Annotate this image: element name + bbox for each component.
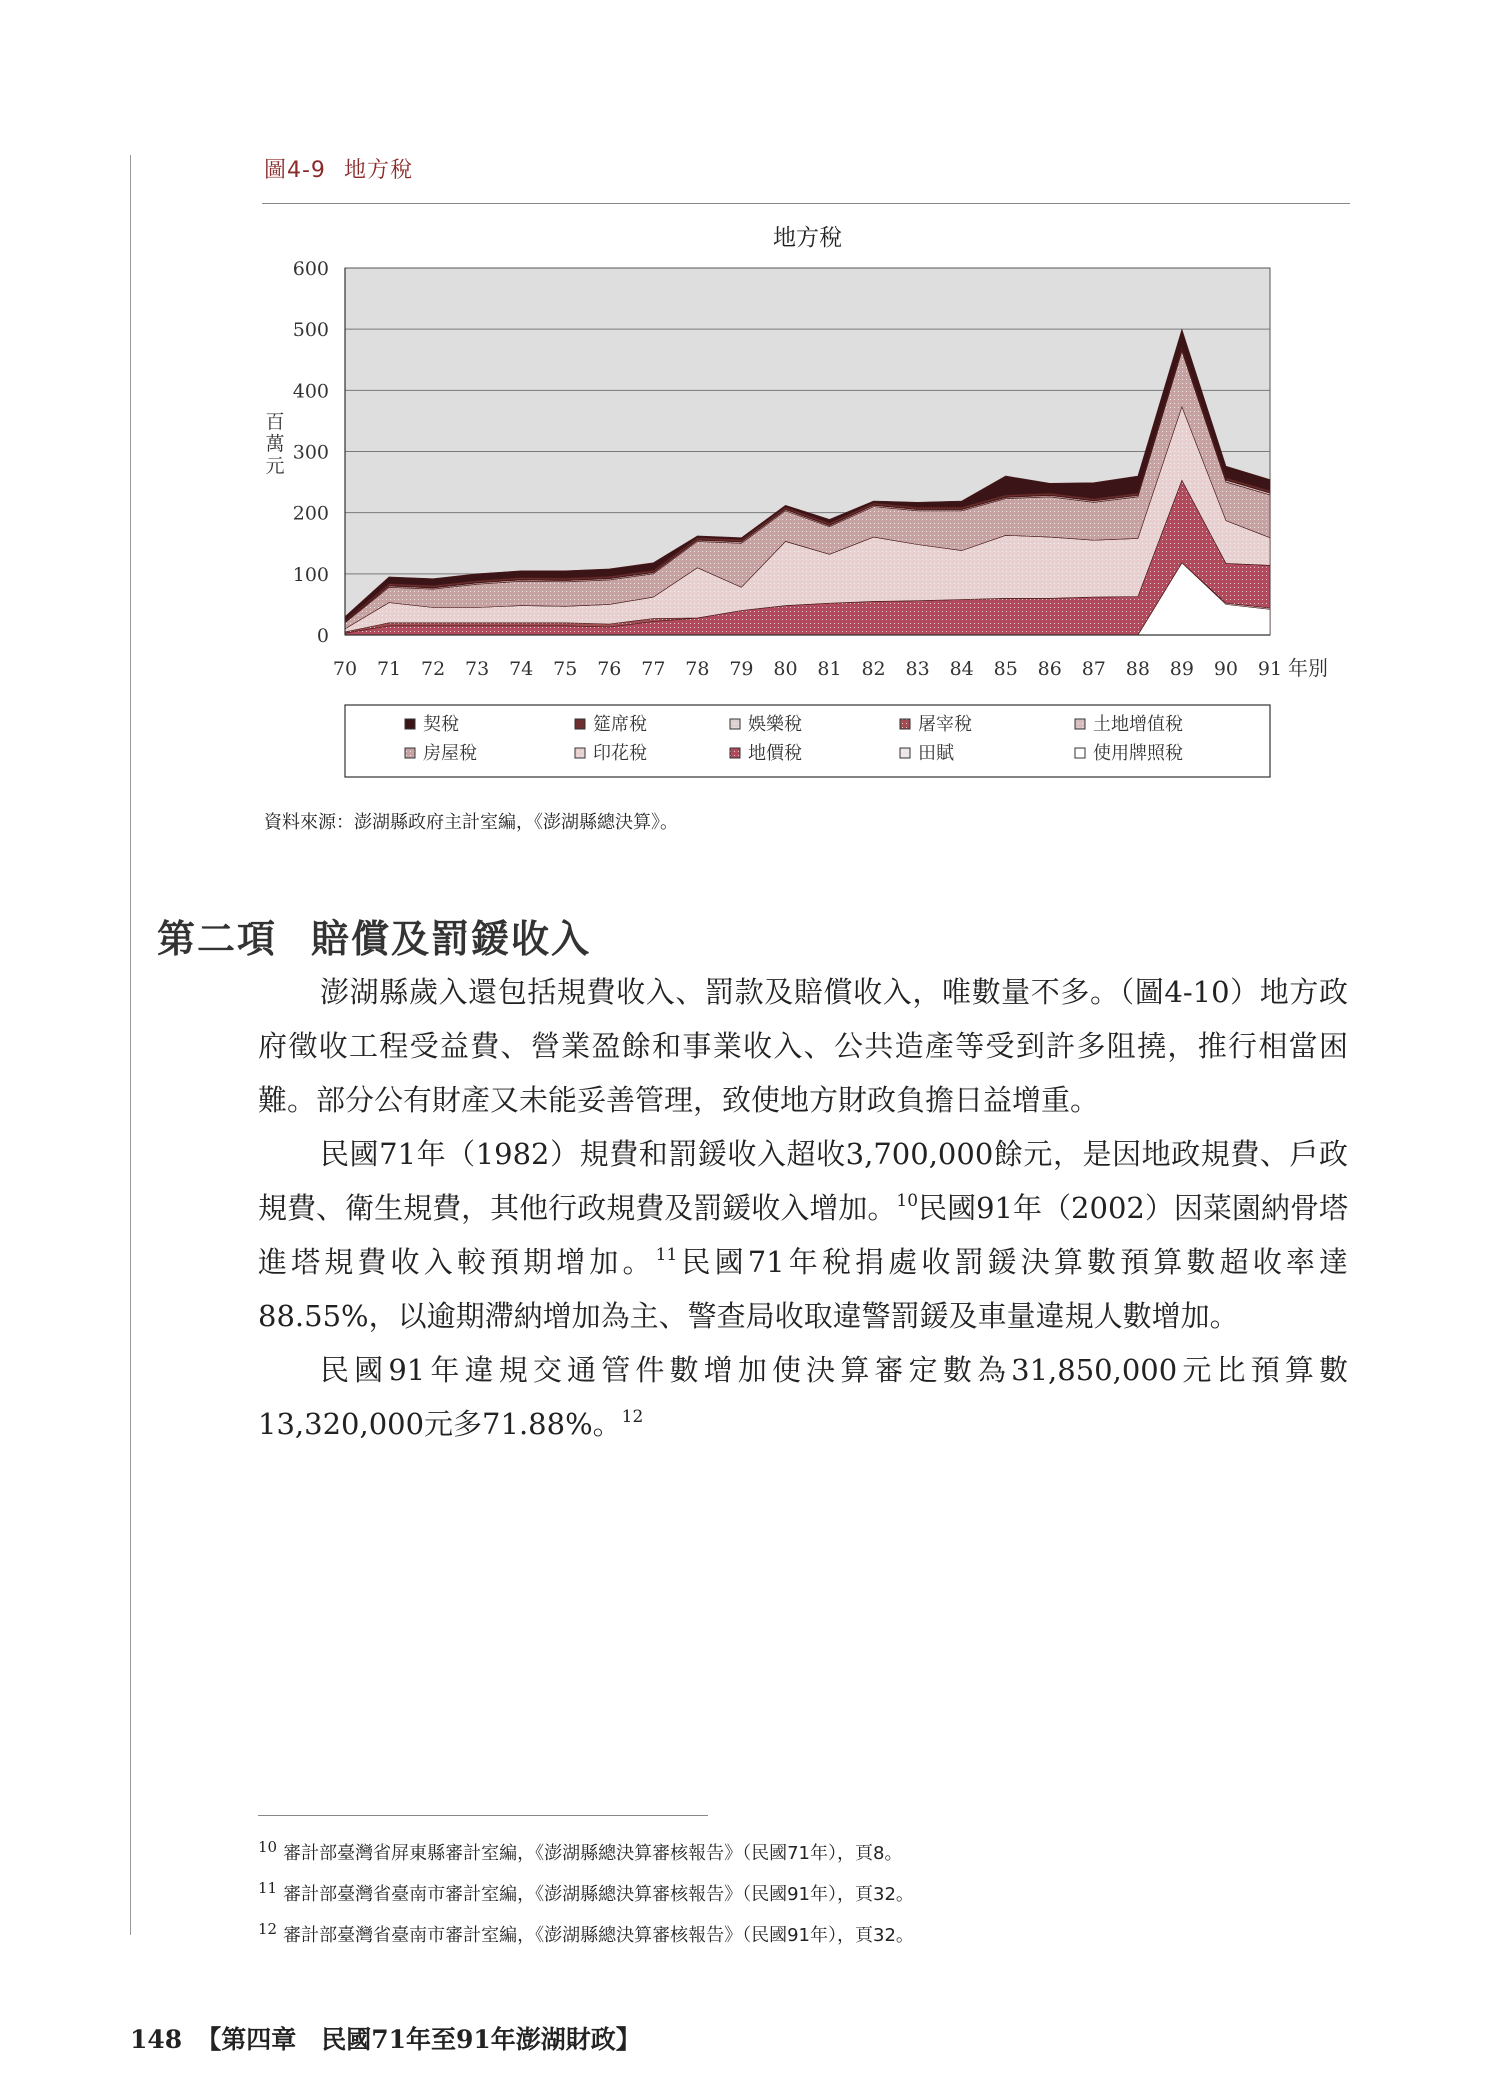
legend-swatch: [900, 719, 910, 729]
local-tax-chart: [250, 215, 1360, 800]
footnote-text: 審計部臺灣省臺南市審計室編，《澎湖縣總決算審核報告》（民國91年），頁32。: [283, 1884, 914, 1905]
y-axis-title: [265, 411, 284, 477]
legend-swatch: [730, 748, 740, 758]
paragraph-text: 民國71年（1982）規費和罰鍰收入超收3,700,000餘元，是因地政規費、戶政規費、衛生規費，其他行政規費及罰鍰收入增加。: [258, 1137, 1348, 1225]
y-tick-label: 0: [316, 625, 329, 647]
legend-swatch: [575, 748, 585, 758]
x-tick-label: 87: [1081, 658, 1106, 680]
page-footer: [130, 2020, 641, 2056]
section-title: 賠償及罰鍰收入: [311, 917, 592, 961]
legend-label: 土地增值稅: [1093, 714, 1183, 735]
x-tick-label: 70: [332, 658, 358, 680]
running-header: 【第四章 民國71年至91年澎湖財政】: [196, 2025, 641, 2054]
y-axis-title-char: 萬: [265, 433, 285, 455]
y-tick-label: 200: [292, 502, 329, 525]
y-tick-label: 300: [292, 441, 329, 464]
legend-swatch: [405, 719, 415, 729]
x-tick-label: 89: [1169, 658, 1194, 680]
legend-swatch: [405, 748, 415, 758]
legend-swatch: [1075, 719, 1085, 729]
footnote: [258, 1830, 914, 1871]
footnote-ref[interactable]: 10: [896, 1191, 919, 1211]
footnote: [258, 1912, 914, 1953]
body-text: [258, 965, 1348, 1451]
footnote-number: 12: [258, 1920, 278, 1938]
legend-label: 房屋稅: [423, 743, 477, 764]
x-tick-label: 82: [861, 658, 886, 680]
footnote: [258, 1871, 914, 1912]
y-tick-label: 100: [292, 563, 329, 586]
x-tick-label: 81: [817, 658, 842, 680]
page-number: 148: [130, 2025, 183, 2054]
x-axis-title: 年別: [1288, 656, 1328, 680]
x-tick-label: 77: [641, 658, 666, 680]
x-tick-label: 86: [1037, 658, 1062, 680]
footnote-rule: [258, 1815, 708, 1816]
x-tick-label: 71: [376, 658, 402, 680]
paragraph: [258, 1343, 1348, 1451]
legend-label: 屠宰稅: [918, 714, 972, 735]
x-tick-label: 72: [421, 658, 446, 680]
footnote-ref[interactable]: 12: [621, 1407, 644, 1427]
paragraph: [258, 1127, 1348, 1343]
x-tick-label: 90: [1213, 658, 1239, 680]
legend-label: 印花稅: [593, 743, 647, 764]
x-tick-label: 80: [773, 658, 798, 680]
x-tick-label: 78: [685, 658, 710, 680]
legend-swatch: [575, 719, 585, 729]
legend-label: 筵席稅: [593, 714, 647, 735]
footnote-text: 審計部臺灣省屏東縣審計室編，《澎湖縣總決算審核報告》（民國71年），頁8。: [283, 1843, 903, 1864]
x-tick-label: 85: [993, 658, 1018, 680]
footnote-number: 11: [258, 1879, 278, 1897]
legend-label: 契稅: [423, 714, 459, 735]
margin-rule: [130, 155, 131, 1935]
x-tick-label: 88: [1125, 658, 1150, 680]
x-tick-label: 74: [509, 658, 534, 680]
x-tick-label: 73: [465, 658, 490, 680]
legend-swatch: [1075, 748, 1085, 758]
figure-rule: [262, 203, 1350, 204]
section-number: 第二項: [157, 917, 278, 961]
paragraph-text: 澎湖縣歲入還包括規費收入、罰款及賠償收入，唯數量不多。（圖4-10）地方政府徵收工程受益費、營業盈餘和事業收入、公共造產等受到許多阻撓，推行相當困難。部分公有財產又未能妥善管理，致使地方財政負擔日益增重。: [258, 975, 1348, 1117]
paragraph-text: 民國91年（2002）因菜園納骨塔進塔規費收入較預期增加。: [258, 1191, 1348, 1279]
footnotes: [258, 1830, 914, 1953]
figure-number: 圖4-9: [264, 158, 326, 183]
x-tick-label: 83: [905, 658, 930, 680]
legend-label: 田賦: [918, 743, 954, 764]
y-tick-label: 600: [292, 258, 329, 280]
x-tick-label: 91: [1257, 658, 1283, 680]
footnote-ref[interactable]: 11: [655, 1245, 678, 1265]
x-tick-label: 75: [553, 658, 578, 680]
figure-caption: [264, 153, 413, 184]
legend-swatch: [900, 748, 910, 758]
y-axis-title-char: 元: [265, 455, 285, 477]
legend-label: 娛樂稅: [748, 714, 802, 735]
section-heading: [157, 908, 591, 963]
figure-source: 資料來源：澎湖縣政府主計室編，《澎湖縣總決算》。: [264, 812, 678, 833]
chart-title: 地方稅: [773, 225, 842, 251]
x-tick-label: 84: [949, 658, 974, 680]
paragraph: [258, 965, 1348, 1127]
paragraph-text: 民國71年稅捐處收罰鍰決算數預算數超收率達88.55%，以逾期滯納增加為主、警查局收取違警罰鍰及車量違規人數增加。: [258, 1245, 1348, 1333]
figure-title: 地方稅: [343, 158, 413, 183]
x-tick-label: 76: [597, 658, 622, 680]
legend-label: 地價稅: [748, 743, 802, 764]
footnote-text: 審計部臺灣省臺南市審計室編，《澎湖縣總決算審核報告》（民國91年），頁32。: [283, 1925, 914, 1946]
y-axis-title-char: 百: [265, 411, 285, 433]
footnote-number: 10: [258, 1838, 278, 1856]
legend-swatch: [730, 719, 740, 729]
paragraph-text: 民國91年違規交通管件數增加使決算審定數為31,850,000元比預算數13,320,000元多71.88%。: [258, 1353, 1348, 1441]
y-tick-label: 400: [292, 380, 329, 403]
x-tick-label: 79: [729, 658, 754, 680]
y-tick-label: 500: [292, 319, 329, 342]
legend-label: 使用牌照稅: [1093, 743, 1183, 764]
